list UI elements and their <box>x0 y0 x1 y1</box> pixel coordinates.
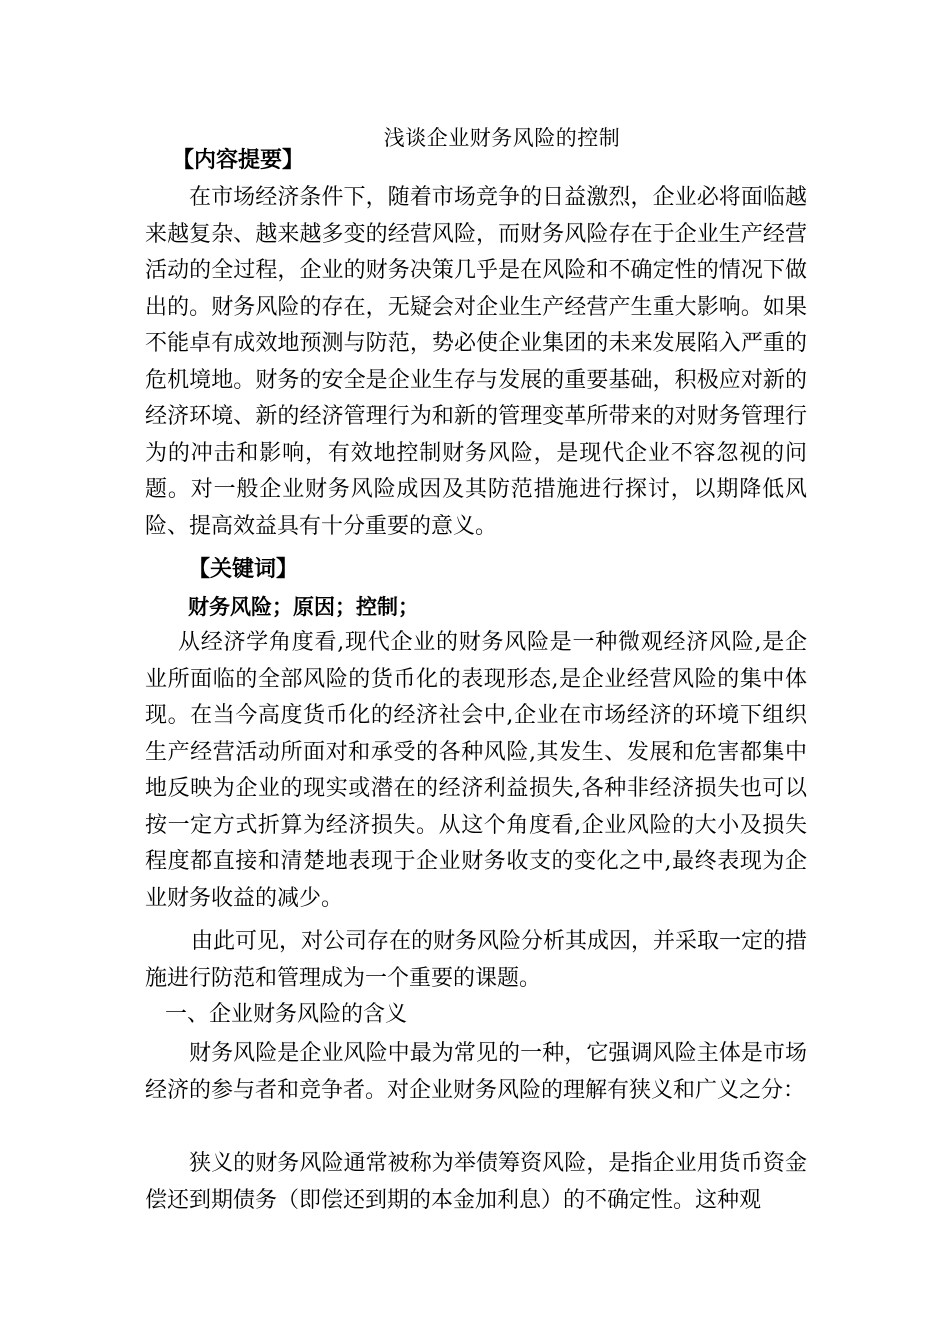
abstract-heading: 【内容提要】 <box>172 148 305 173</box>
document-title: 浅谈企业财务风险的控制 <box>383 126 621 150</box>
abstract-paragraph: 在市场经济条件下，随着市场竞争的日益激烈，企业必将面临越来越复杂、越来越多变的经营风险，而财务风险存在于企业生产经营活动的全过程，企业的财务决策几乎是在风险和不确定性的情况下做出的。财务风险的存在，无疑会对企业生产经营产生重大影响。如果不能卓有成效地预测与防范，势必使企业集团的未来发展陷入严重的危机境地。财务的安全是企业生存与发展的重要基础，积极应对新的经济环境、新的经济管理行为和新的管理变革所带来的对财务管理行为的冲击和影响，有效地控制财务风险，是现代企业不容忽视的问题。对一般企业财务风险成因及其防范措施进行探讨，以期降低风险、提高效益具有十分重要的意义。 <box>145 185 807 539</box>
keywords-heading: 【关键词】 <box>188 557 299 582</box>
section-heading-1: 一、企业财务风险的含义 <box>165 1002 408 1027</box>
keywords-text: 财务风险；原因；控制； <box>188 595 419 619</box>
body-paragraph-conclusion: 由此可见，对公司存在的财务风险分析其成因，并采取一定的措施进行防范和管理成为一个重要的课题。 <box>145 929 808 991</box>
body-paragraph-economics: 从经济学角度看,现代企业的财务风险是一种微观经济风险,是企业所面临的全部风险的货币化的表现形态,是企业经营风险的集中体现。在当今高度货币化的经济社会中,企业在市场经济的环境下组织生产经营活动所面对和承受的各种风险,其发生、发展和危害都集中地反映为企业的现实或潜在的经济利益损失,各种非经济损失也可以按一定方式折算为经济损失。从这个角度看,企业风险的大小及损失程度都直接和清楚地表现于企业财务收支的变化之中,最终表现为企业财务收益的减少。 <box>145 630 807 911</box>
body-paragraph-narrow-definition: 狭义的财务风险通常被称为举债筹资风险，是指企业用货币资金偿还到期债务（即偿还到期的本金加利息）的不确定性。这种观 <box>145 1151 807 1213</box>
body-paragraph-definition: 财务风险是企业风险中最为常见的一种，它强调风险主体是市场经济的参与者和竞争者。对企业财务风险的理解有狭义和广义之分： <box>145 1041 807 1103</box>
